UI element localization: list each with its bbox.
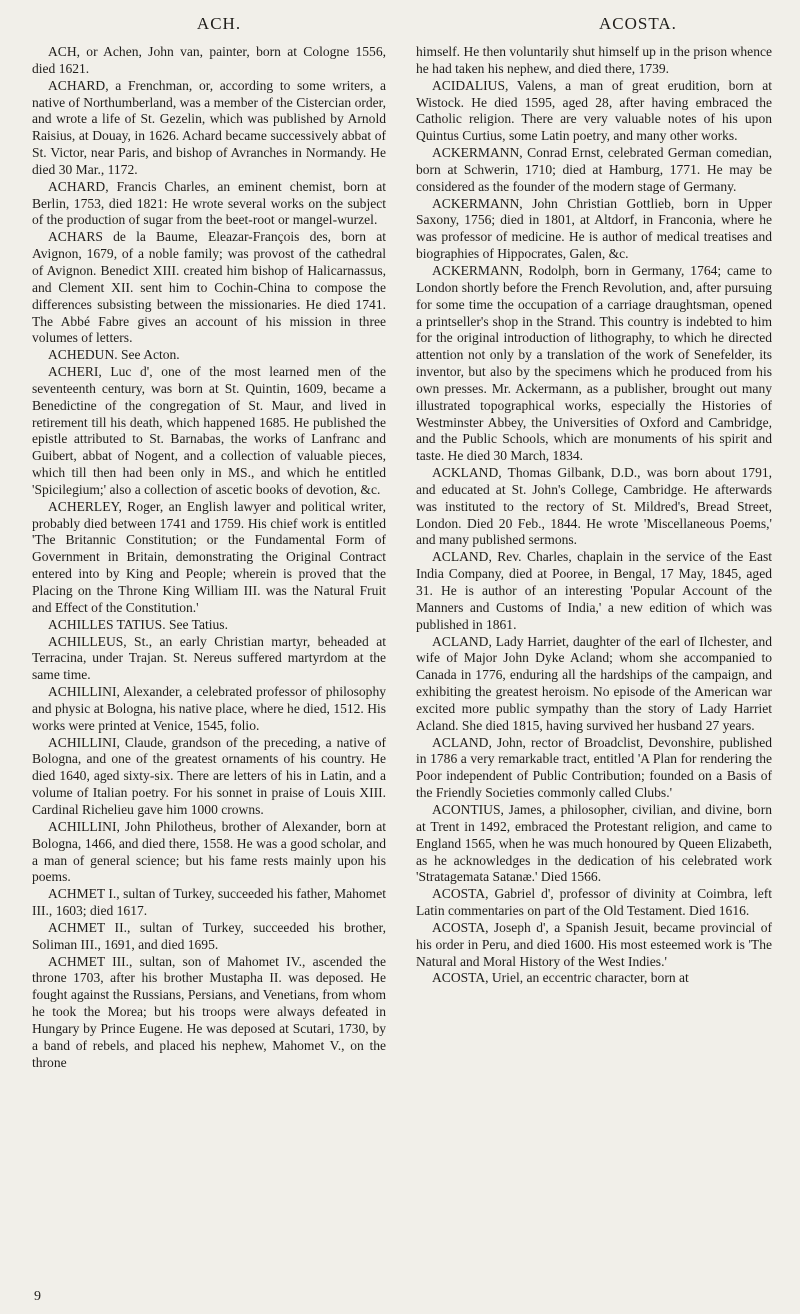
dictionary-entry: ACKLAND, Thomas Gilbank, D.D., was born about 1791, and educated at St. John's College, Cambridge. He afterwards was instituted to the rectory of St. Mildred's, Bread Street, London. Died 20 Feb., 1844. He wrote 'Miscellaneous Poems,' and many published sermons. [416, 465, 772, 548]
dictionary-entry: ACH, or Achen, John van, painter, born at Cologne 1556, died 1621. [32, 44, 386, 76]
dictionary-entry: ACLAND, John, rector of Broadclist, Devonshire, published in 1786 a very remarkable tract, entitled 'A Plan for rendering the Poor independent of Public Contribution; founded on a Basis of the Friendly Societies commonly called Clubs.' [416, 734, 772, 801]
dictionary-entry: ACHILLEUS, St., an early Christian martyr, beheaded at Terracina, under Trajan. St. Nereus suffered martyrdom at the same time. [32, 633, 386, 683]
dictionary-entry: himself. He then voluntarily shut himself up in the prison whence he had taken his nephew, and died there, 1739. [416, 44, 772, 76]
dictionary-entry: ACKERMANN, Rodolph, born in Germany, 1764; came to London shortly before the French Revolution, and, after pursuing for some time the occupation of a carriage draughtsman, opened a printseller's shop in the Strand. This country is indebted to him for the original introduction of lithography, to which he directed attention not only by a translation of the work of Senefelder, its inventor, but also by the specimens which he produced from his own presses. Mr. Ackermann, as a publisher, brought out many illustrated topographical works, especially the Histories of Westminster Abbey, the Universities of Oxford and Cambridge, and the Public Schools, which are monuments of his spirit and taste. He died 30 March, 1834. [416, 262, 772, 464]
dictionary-entry: ACHERLEY, Roger, an English lawyer and political writer, probably died between 1741 and 1759. His chief work is entitled 'The Britannic Constitution; or the Fundamental Form of Government in Britain, demonstrating the Original Contract entered into by King and People; wherein is proved that the Placing on the Throne King William III. was the Natural Fruit and Effect of the Constitution.' [32, 498, 386, 615]
header-left: ACH. [196, 14, 242, 33]
dictionary-entry: ACHARD, Francis Charles, an eminent chemist, born at Berlin, 1753, died 1821: He wrote several works on the subject of the production of sugar from the beet-root or mangel-wurzel. [32, 178, 386, 228]
dictionary-entry: ACONTIUS, James, a philosopher, civilian, and divine, born at Trent in 1492, embraced the Protestant religion, and came to England 1565, when he was much honoured by Queen Elizabeth, as he acknowledges in the dedication of his celebrated work 'Stratagemata Satanæ.' Died 1566. [416, 801, 772, 885]
dictionary-entry: ACHEDUN. See Acton. [48, 347, 180, 363]
dictionary-entry: ACHARD, a Frenchman, or, according to some writers, a native of Northumberland, was a member of the Cistercian order, and wrote a life of St. Gezelin, which was published by Arnold Raisius, at Douay, in 1626. Achard became successively abbat of St. Victor, near Paris, and bishop of Avranches in Normandy. He died 30 Mar., 1172. [32, 77, 386, 177]
dictionary-entry: ACOSTA, Uriel, an eccentric character, born at [432, 970, 689, 986]
dictionary-entry: ACLAND, Rev. Charles, chaplain in the service of the East India Company, died at Pooree, in Bengal, 17 May, 1845, aged 31. He is author of an interesting 'Popular Account of the Manners and Customs of India,' a new edition of which was published in 1861. [416, 549, 772, 632]
dictionary-entry: ACOSTA, Joseph d', a Spanish Jesuit, became provincial of his order in Peru, and died 1600. His most esteemed work is 'The Natural and Moral History of the West Indies.' [416, 919, 772, 969]
running-header [34, 6, 766, 40]
dictionary-entry: ACHILLINI, Claude, grandson of the preceding, a native of Bologna, and one of the greatest ornaments of his country. He died 1640, aged sixty-six. There are letters of his in Latin, and a volume of Italian poetry. For his sonnet in praise of Louis XIII. Cardinal Richelieu gave him 1000 crowns. [32, 734, 386, 817]
header-right: ACOSTA. [599, 14, 677, 33]
dictionary-entry: ACHILLINI, Alexander, a celebrated professor of philosophy and physic at Bologna, his native place, where he died, 1512. His works were printed at Venice, 1545, folio. [32, 684, 387, 733]
dictionary-entry: ACOSTA, Gabriel d', professor of divinity at Coimbra, left Latin commentaries on part of the Old Testament. Died 1616. [416, 886, 772, 919]
dictionary-entry: ACHARS de la Baume, Eleazar-François des, born at Avignon, 1679, of a noble family; was provost of the cathedral of Avignon. Benedict XIII. created him bishop of Halicarnassus, and Clement XII. sent him to Cochin-China to compose the differences subsisting between the missionaries. He died 1741. The Abbé Fabre gives an account of his mission in three volumes of letters. [32, 229, 386, 346]
dictionary-entry: ACHMET II., sultan of Turkey, succeeded his brother, Soliman III., 1691, and died 1695. [32, 919, 386, 952]
dictionary-entry: ACHILLINI, John Philotheus, brother of Alexander, born at Bologna, 1466, and died there, 1558. He was a good scholar, and a man of general science; but his fame rests mainly upon his poems. [32, 818, 386, 885]
left-column [32, 44, 386, 1071]
dictionary-entry: ACHMET III., sultan, son of Mahomet IV., ascended the throne 1703, after his brother Mustapha II. was deposed. He fought against the Russians, Persians, and Venetians, from whom he took the Morea; but his troops were always defeated in Hungary by Prince Eugene. He was deposed at Scutari, 1730, by a band of rebels, and placed his nephew, Mahomet V., on the throne [32, 953, 386, 1070]
dictionary-entry: ACHILLES TATIUS. See Tatius. [48, 616, 228, 632]
dictionary-entry: ACKERMANN, John Christian Gottlieb, born in Upper Saxony, 1756; died in 1801, at Altdorf, in Franconia, where he was professor of medicine. He is author of medical treatises and biographies of Hippocrates, Galen, &c. [416, 195, 772, 262]
dictionary-entry: ACIDALIUS, Valens, a man of great erudition, born at Wistock. He died 1595, aged 28, after having embraced the Catholic religion. There are very valuable notes of his upon Quintus Curtius, some Latin poetry, and many other works. [416, 77, 772, 144]
dictionary-entry: ACHERI, Luc d', one of the most learned men of the seventeenth century, was born at St. Quintin, 1609, became a Benedictine of the congregation of St. Maur, and lived in retirement till his death, which happened 1685. He published the epistle attributed to St. Barnabas, the works of Lanfranc and Guibert, abbat of Nogent, and a collection of valuable pieces, which till then had been only in MS., and which he entitled 'Spicilegium;' also a collection of ascetic books of devotion, &c. [32, 364, 386, 497]
right-column [416, 44, 772, 987]
page-number: 9 [34, 1289, 41, 1304]
dictionary-entry: ACLAND, Lady Harriet, daughter of the earl of Ilchester, and wife of Major John Dyke Acland; whom she accompanied to Canada in 1776, enduring all the hardships of the campaign, and exhibiting the greatest heroism. No episode of the American war excited more public sympathy than the story of Lady Harriet Acland. She died 1815, having survived her husband 27 years. [416, 633, 772, 733]
dictionary-entry: ACKERMANN, Conrad Ernst, celebrated German comedian, born at Schwerin, 1710; died at Hamburg, 1771. He may be considered as the founder of the modern stage of Germany. [416, 145, 772, 194]
dictionary-entry: ACHMET I., sultan of Turkey, succeeded his father, Mahomet III., 1603; died 1617. [32, 886, 386, 919]
